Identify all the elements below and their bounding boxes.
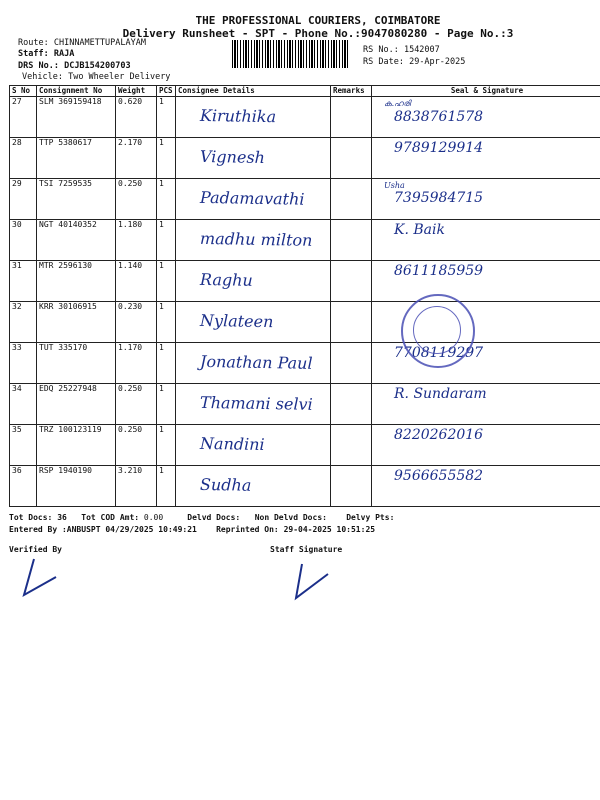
cell-consignee (176, 138, 331, 179)
cell-remarks (331, 384, 372, 425)
cell-sno: 36 (10, 466, 37, 507)
cell-pcs: 1 (157, 220, 176, 261)
cell-sno: 30 (10, 220, 37, 261)
staff-signature-label: Staff Signature (270, 545, 343, 554)
cell-consignee (176, 302, 331, 343)
cell-seal (372, 425, 600, 466)
cell-consignee (176, 384, 331, 425)
cell-remarks (331, 138, 372, 179)
table-row (10, 220, 600, 261)
cell-consignee (176, 466, 331, 507)
seal-number-handwriting: 9789129914 (394, 140, 484, 156)
cell-consignment-no: TUT 335170 (37, 343, 116, 384)
consignee-handwriting: Kiruthika (199, 105, 277, 127)
seal-number-handwriting: 8611185959 (394, 263, 484, 279)
col-pcs: PCS (157, 86, 176, 97)
vehicle-line: Vehicle: Two Wheeler Delivery (22, 72, 171, 82)
cell-weight: 0.250 (116, 384, 157, 425)
staff-signature (288, 560, 338, 605)
cell-sno: 32 (10, 302, 37, 343)
consignee-handwriting: Thamani selvi (199, 392, 313, 414)
cell-consignment-no: KRR 30106915 (37, 302, 116, 343)
cell-consignment-no: TRZ 100123119 (37, 425, 116, 466)
table-row (10, 466, 600, 507)
cell-pcs: 1 (157, 179, 176, 220)
col-consignment: Consignment No (37, 86, 116, 97)
cell-remarks (331, 302, 372, 343)
vehicle-value: Two Wheeler Delivery (68, 72, 171, 82)
consignee-handwriting: madhu milton (199, 228, 313, 250)
cell-seal (372, 384, 600, 425)
cell-pcs: 1 (157, 261, 176, 302)
cell-weight: 1.170 (116, 343, 157, 384)
col-seal: Seal & Signature (372, 86, 600, 97)
cell-seal (372, 138, 600, 179)
consignee-handwriting: Raghu (199, 269, 253, 290)
drs-value: DCJB154200703 (64, 61, 131, 71)
col-consignee: Consignee Details (176, 86, 331, 97)
cell-remarks (331, 220, 372, 261)
seal-number-handwriting: 8220262016 (394, 427, 484, 443)
cell-consignment-no: TTP 5380617 (37, 138, 116, 179)
verified-signature (14, 555, 64, 600)
consignee-handwriting: Jonathan Paul (199, 351, 313, 373)
cell-consignment-no: SLM 369159418 (37, 97, 116, 138)
cell-weight: 0.620 (116, 97, 157, 138)
col-remarks: Remarks (331, 86, 372, 97)
cell-consignee (176, 425, 331, 466)
cell-consignee (176, 220, 331, 261)
col-sno: S No (10, 86, 37, 97)
cell-consignment-no: EDQ 25227948 (37, 384, 116, 425)
cell-sno: 34 (10, 384, 37, 425)
seal-number-handwriting: R. Sundaram (394, 386, 487, 402)
barcode (232, 40, 348, 68)
table-row (10, 138, 600, 179)
cell-pcs: 1 (157, 425, 176, 466)
seal-name-handwriting: ക.ഹരി (384, 99, 411, 108)
cell-pcs: 1 (157, 466, 176, 507)
consignee-handwriting: Vignesh (199, 146, 266, 168)
cell-pcs: 1 (157, 302, 176, 343)
seal-number-handwriting: 7708119297 (394, 345, 484, 361)
cell-consignee (176, 97, 331, 138)
cell-seal (372, 97, 600, 138)
cell-pcs: 1 (157, 384, 176, 425)
seal-number-handwriting: K. Baik (394, 222, 445, 238)
consignee-handwriting: Sudha (199, 474, 252, 495)
rs-no-value: 1542007 (403, 45, 440, 55)
seal-number-handwriting: 8838761578 (394, 109, 484, 125)
cell-sno: 35 (10, 425, 37, 466)
staff-value: RAJA (53, 49, 75, 59)
cell-sno: 28 (10, 138, 37, 179)
cell-weight: 0.250 (116, 425, 157, 466)
cell-consignee (176, 343, 331, 384)
company-title: THE PROFESSIONAL COURIERS, COIMBATORE (195, 14, 441, 27)
delivery-table (9, 85, 600, 507)
table-row (10, 384, 600, 425)
verified-by-label: Verified By (9, 545, 62, 554)
cell-remarks (331, 343, 372, 384)
cell-weight: 1.180 (116, 220, 157, 261)
table-row (10, 97, 600, 138)
table-row (10, 425, 600, 466)
runsheet-subtitle: Delivery Runsheet - SPT - Phone No.:9047080280 - Page No.:3 (122, 27, 514, 40)
cell-remarks (331, 261, 372, 302)
cell-remarks (331, 179, 372, 220)
consignee-handwriting: Padamavathi (199, 187, 305, 209)
cell-consignment-no: RSP 1940190 (37, 466, 116, 507)
cell-seal (372, 466, 600, 507)
consignee-handwriting: Nandini (199, 433, 265, 455)
cell-remarks (331, 466, 372, 507)
cell-sno: 27 (10, 97, 37, 138)
table-row (10, 343, 600, 384)
seal-name-handwriting: Usha (384, 181, 405, 190)
consignee-handwriting: Nylateen (199, 310, 274, 332)
cell-weight: 2.170 (116, 138, 157, 179)
staff-line: Staff: RAJA (18, 49, 75, 59)
cell-sno: 29 (10, 179, 37, 220)
seal-number-handwriting: 9566655582 (394, 468, 484, 484)
cell-sno: 31 (10, 261, 37, 302)
route-line: Route: CHINNAMETTUPALAYAM (18, 38, 146, 48)
cell-pcs: 1 (157, 138, 176, 179)
cell-consignment-no: TSI 7259535 (37, 179, 116, 220)
cell-remarks (331, 97, 372, 138)
cell-sno: 33 (10, 343, 37, 384)
totals-line: Tot Docs: 36 Tot COD Amt: 0.00 Delvd Docs: Non Delvd Docs: Delvy Pts: (9, 513, 395, 522)
cell-weight: 3.210 (116, 466, 157, 507)
cell-seal (372, 220, 600, 261)
cell-seal (372, 261, 600, 302)
table-row (10, 261, 600, 302)
seal-number-handwriting: 7395984715 (394, 190, 484, 206)
cell-pcs: 1 (157, 97, 176, 138)
route-value: CHINNAMETTUPALAYAM (53, 38, 146, 48)
rs-date-value: 29-Apr-2025 (409, 57, 466, 67)
cell-weight: 1.140 (116, 261, 157, 302)
table-row (10, 302, 600, 343)
drs-line: DRS No.: DCJB154200703 (18, 61, 131, 71)
cell-weight: 0.250 (116, 179, 157, 220)
col-weight: Weight (116, 86, 157, 97)
cell-pcs: 1 (157, 343, 176, 384)
cell-consignment-no: NGT 40140352 (37, 220, 116, 261)
table-header-row (10, 86, 600, 97)
rs-date-line: RS Date: 29-Apr-2025 (363, 57, 466, 67)
cell-seal (372, 179, 600, 220)
cell-consignee (176, 261, 331, 302)
courier-stamp (401, 294, 475, 368)
cell-remarks (331, 425, 372, 466)
cell-weight: 0.230 (116, 302, 157, 343)
table-row (10, 179, 600, 220)
cell-consignee (176, 179, 331, 220)
rs-no-line: RS No.: 1542007 (363, 45, 440, 55)
cell-consignment-no: MTR 2596130 (37, 261, 116, 302)
entered-line: Entered By :ANBUSPT 04/29/2025 10:49:21 Reprinted On: 29-04-2025 10:51:25 (9, 525, 376, 534)
